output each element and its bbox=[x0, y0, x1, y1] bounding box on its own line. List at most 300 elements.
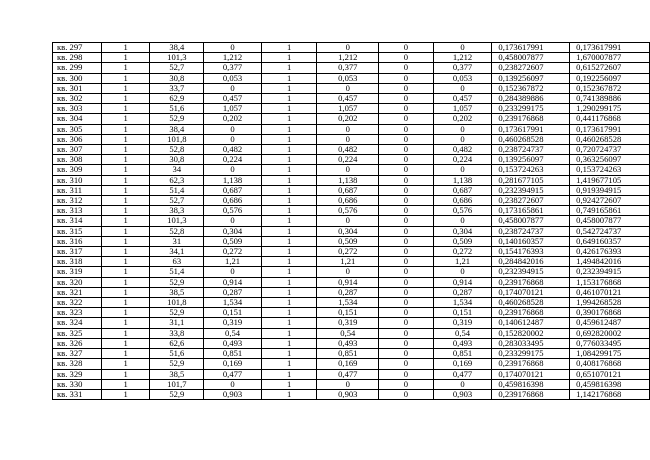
table-cell: 1 bbox=[261, 216, 317, 226]
table-cell: 1 bbox=[261, 206, 317, 216]
table-cell: 0,232394915 bbox=[492, 267, 570, 277]
table-cell: 101,8 bbox=[150, 134, 204, 144]
table-cell: 62,9 bbox=[150, 94, 204, 104]
apartment-label-cell: кв. 311 bbox=[53, 185, 102, 195]
table-cell: 1 bbox=[261, 359, 317, 369]
table-cell: 0,304 bbox=[433, 226, 492, 236]
table-cell: 0 bbox=[433, 134, 492, 144]
table-cell: 0,153724263 bbox=[570, 165, 650, 175]
apartment-label-cell: кв. 303 bbox=[53, 104, 102, 114]
table-cell: 0,304 bbox=[204, 226, 262, 236]
table-cell: 1 bbox=[261, 114, 317, 124]
table-cell: 62,3 bbox=[150, 175, 204, 185]
table-cell: 0 bbox=[204, 83, 262, 93]
table-cell: 0,477 bbox=[433, 369, 492, 379]
table-cell: 0,903 bbox=[433, 389, 492, 399]
table-cell: 1 bbox=[101, 216, 150, 226]
table-cell: 1 bbox=[261, 379, 317, 389]
table-cell: 0,173165861 bbox=[492, 206, 570, 216]
table-cell: 1 bbox=[101, 257, 150, 267]
table-cell: 0,851 bbox=[317, 349, 379, 359]
table-row bbox=[53, 83, 650, 93]
table-cell: 0 bbox=[379, 287, 434, 297]
table-cell: 1,21 bbox=[317, 257, 379, 267]
table-cell: 0,686 bbox=[433, 196, 492, 206]
table-cell: 0,458007877 bbox=[570, 216, 650, 226]
table-cell: 0,238724737 bbox=[492, 226, 570, 236]
table-row bbox=[53, 165, 650, 175]
table-row bbox=[53, 206, 650, 216]
table-cell: 0 bbox=[379, 338, 434, 348]
table-cell: 0,238272607 bbox=[492, 63, 570, 73]
table-cell: 0,461070121 bbox=[570, 287, 650, 297]
table-cell: 0,239176868 bbox=[492, 114, 570, 124]
table-row bbox=[53, 145, 650, 155]
table-cell: 31,1 bbox=[150, 318, 204, 328]
table-cell: 0 bbox=[379, 196, 434, 206]
table-cell: 0,140612487 bbox=[492, 318, 570, 328]
table-cell: 0,174070121 bbox=[492, 287, 570, 297]
table-cell: 0,233299175 bbox=[492, 349, 570, 359]
table-cell: 0,408176868 bbox=[570, 359, 650, 369]
table-cell: 1,494842016 bbox=[570, 257, 650, 267]
table-cell: 0,914 bbox=[433, 277, 492, 287]
table-cell: 0,651070121 bbox=[570, 369, 650, 379]
table-cell: 1,142176868 bbox=[570, 389, 650, 399]
table-cell: 52,9 bbox=[150, 359, 204, 369]
table-cell: 0,053 bbox=[433, 73, 492, 83]
table-cell: 1,057 bbox=[433, 104, 492, 114]
table-cell: 0 bbox=[379, 134, 434, 144]
table-cell: 52,8 bbox=[150, 226, 204, 236]
table-cell: 0 bbox=[204, 379, 262, 389]
table-row bbox=[53, 114, 650, 124]
table-cell: 1 bbox=[101, 134, 150, 144]
table-cell: 0,903 bbox=[317, 389, 379, 399]
table-cell: 51,4 bbox=[150, 185, 204, 195]
table-cell: 0 bbox=[379, 226, 434, 236]
table-cell: 1 bbox=[261, 257, 317, 267]
table-cell: 0 bbox=[379, 318, 434, 328]
table-cell: 52,9 bbox=[150, 389, 204, 399]
table-cell: 0,169 bbox=[204, 359, 262, 369]
table-cell: 0 bbox=[317, 124, 379, 134]
table-cell: 0,224 bbox=[204, 155, 262, 165]
table-cell: 1,138 bbox=[317, 175, 379, 185]
table-cell: 1 bbox=[101, 73, 150, 83]
table-cell: 0,319 bbox=[317, 318, 379, 328]
table-cell: 31 bbox=[150, 236, 204, 246]
table-cell: 1 bbox=[261, 236, 317, 246]
table-cell: 1 bbox=[261, 53, 317, 63]
table-row bbox=[53, 369, 650, 379]
table-row bbox=[53, 267, 650, 277]
table-cell: 1 bbox=[261, 349, 317, 359]
table-cell: 0,173617991 bbox=[570, 124, 650, 134]
table-cell: 1 bbox=[101, 379, 150, 389]
table-cell: 0,457 bbox=[433, 94, 492, 104]
apartment-label-cell: кв. 301 bbox=[53, 83, 102, 93]
table-row bbox=[53, 175, 650, 185]
table-cell: 0 bbox=[317, 83, 379, 93]
apartment-label-cell: кв. 314 bbox=[53, 216, 102, 226]
table-row bbox=[53, 349, 650, 359]
table-cell: 0,509 bbox=[433, 236, 492, 246]
table-row bbox=[53, 359, 650, 369]
apartment-label-cell: кв. 318 bbox=[53, 257, 102, 267]
table-cell: 0,54 bbox=[317, 328, 379, 338]
table-cell: 1 bbox=[101, 298, 150, 308]
table-cell: 1 bbox=[101, 63, 150, 73]
table-cell: 0 bbox=[379, 379, 434, 389]
apartment-label-cell: кв. 328 bbox=[53, 359, 102, 369]
table-row bbox=[53, 104, 650, 114]
table-cell: 101,8 bbox=[150, 298, 204, 308]
table-cell: 0,741389886 bbox=[570, 94, 650, 104]
table-cell: 0 bbox=[379, 349, 434, 359]
table-cell: 0,173617991 bbox=[492, 43, 570, 53]
table-cell: 0,152367872 bbox=[492, 83, 570, 93]
table-cell: 1 bbox=[261, 389, 317, 399]
table-cell: 1,534 bbox=[204, 298, 262, 308]
table-cell: 0,232394915 bbox=[492, 185, 570, 195]
table-cell: 0,174070121 bbox=[492, 369, 570, 379]
table-cell: 0,151 bbox=[433, 308, 492, 318]
table-cell: 0 bbox=[379, 389, 434, 399]
table-cell: 1,153176868 bbox=[570, 277, 650, 287]
table-cell: 0,192256097 bbox=[570, 73, 650, 83]
table-cell: 0 bbox=[204, 124, 262, 134]
table-cell: 1,994268528 bbox=[570, 298, 650, 308]
table-cell: 0 bbox=[317, 379, 379, 389]
table-cell: 0 bbox=[379, 155, 434, 165]
table-cell: 0 bbox=[379, 114, 434, 124]
table-cell: 0,139256097 bbox=[492, 155, 570, 165]
table-cell: 0,482 bbox=[204, 145, 262, 155]
table-cell: 1,670007877 bbox=[570, 53, 650, 63]
table-cell: 0,173617991 bbox=[492, 124, 570, 134]
table-cell: 0,169 bbox=[433, 359, 492, 369]
table-cell: 63 bbox=[150, 257, 204, 267]
table-cell: 0 bbox=[379, 267, 434, 277]
table-cell: 0,239176868 bbox=[492, 359, 570, 369]
table-cell: 1 bbox=[261, 63, 317, 73]
table-row bbox=[53, 63, 650, 73]
table-cell: 1,138 bbox=[433, 175, 492, 185]
table-cell: 0,363256097 bbox=[570, 155, 650, 165]
table-cell: 52,9 bbox=[150, 114, 204, 124]
table-row bbox=[53, 328, 650, 338]
table-row bbox=[53, 338, 650, 348]
table-cell: 0,460268528 bbox=[570, 134, 650, 144]
table-cell: 1 bbox=[261, 277, 317, 287]
table-cell: 0,851 bbox=[433, 349, 492, 359]
table-cell: 52,7 bbox=[150, 196, 204, 206]
apartment-label-cell: кв. 326 bbox=[53, 338, 102, 348]
table-cell: 0 bbox=[317, 165, 379, 175]
table-cell: 0 bbox=[379, 369, 434, 379]
apartment-label-cell: кв. 307 bbox=[53, 145, 102, 155]
table-cell: 0 bbox=[379, 247, 434, 257]
table-cell: 1 bbox=[261, 185, 317, 195]
table-cell: 0,459612487 bbox=[570, 318, 650, 328]
apartment-label-cell: кв. 300 bbox=[53, 73, 102, 83]
table-cell: 52,7 bbox=[150, 63, 204, 73]
apartment-label-cell: кв. 324 bbox=[53, 318, 102, 328]
table-cell: 0,272 bbox=[433, 247, 492, 257]
table-cell: 1 bbox=[261, 267, 317, 277]
table-cell: 0 bbox=[204, 165, 262, 175]
table-cell: 0,459816398 bbox=[570, 379, 650, 389]
apartment-label-cell: кв. 309 bbox=[53, 165, 102, 175]
table-row bbox=[53, 287, 650, 297]
table-cell: 0 bbox=[379, 73, 434, 83]
table-cell: 1 bbox=[101, 206, 150, 216]
table-cell: 1 bbox=[101, 277, 150, 287]
table-cell: 38,4 bbox=[150, 43, 204, 53]
apartment-label-cell: кв. 298 bbox=[53, 53, 102, 63]
table-cell: 0,441176868 bbox=[570, 114, 650, 124]
table-cell: 0,458007877 bbox=[492, 53, 570, 63]
table-cell: 0,153724263 bbox=[492, 165, 570, 175]
table-cell: 38,5 bbox=[150, 369, 204, 379]
table-cell: 0,202 bbox=[317, 114, 379, 124]
table-cell: 0,687 bbox=[317, 185, 379, 195]
table-cell: 1,21 bbox=[204, 257, 262, 267]
table-cell: 0,238272607 bbox=[492, 196, 570, 206]
table-cell: 1,21 bbox=[433, 257, 492, 267]
apartment-label-cell: кв. 325 bbox=[53, 328, 102, 338]
table-cell: 1 bbox=[261, 369, 317, 379]
apartment-label-cell: кв. 315 bbox=[53, 226, 102, 236]
table-cell: 52,9 bbox=[150, 277, 204, 287]
table-cell: 0,54 bbox=[433, 328, 492, 338]
table-cell: 0 bbox=[379, 53, 434, 63]
apartment-label-cell: кв. 302 bbox=[53, 94, 102, 104]
table-cell: 0,053 bbox=[317, 73, 379, 83]
apartment-label-cell: кв. 313 bbox=[53, 206, 102, 216]
table-cell: 0 bbox=[379, 216, 434, 226]
table-cell: 1 bbox=[261, 287, 317, 297]
table-cell: 0 bbox=[379, 359, 434, 369]
table-cell: 1 bbox=[101, 175, 150, 185]
table-cell: 38,4 bbox=[150, 124, 204, 134]
table-cell: 0,615272607 bbox=[570, 63, 650, 73]
table-cell: 1 bbox=[261, 94, 317, 104]
table-cell: 0,377 bbox=[433, 63, 492, 73]
table-cell: 0 bbox=[433, 165, 492, 175]
table-cell: 0 bbox=[204, 216, 262, 226]
table-cell: 1 bbox=[101, 104, 150, 114]
table-cell: 0,169 bbox=[317, 359, 379, 369]
table-cell: 1 bbox=[261, 308, 317, 318]
table-cell: 0,154176393 bbox=[492, 247, 570, 257]
table-cell: 0,924272607 bbox=[570, 196, 650, 206]
apartment-label-cell: кв. 297 bbox=[53, 43, 102, 53]
table-cell: 0 bbox=[379, 165, 434, 175]
table-cell: 1 bbox=[261, 298, 317, 308]
table-cell: 34 bbox=[150, 165, 204, 175]
table-cell: 0 bbox=[317, 216, 379, 226]
table-row bbox=[53, 53, 650, 63]
table-cell: 1 bbox=[261, 165, 317, 175]
table-cell: 0,914 bbox=[317, 277, 379, 287]
table-cell: 0,542724737 bbox=[570, 226, 650, 236]
table-cell: 0,460268528 bbox=[492, 134, 570, 144]
table-cell: 0,687 bbox=[433, 185, 492, 195]
table-cell: 0,272 bbox=[317, 247, 379, 257]
table-cell: 0,281677105 bbox=[492, 175, 570, 185]
table-cell: 0,224 bbox=[433, 155, 492, 165]
table-cell: 0,283033495 bbox=[492, 338, 570, 348]
table-cell: 0,287 bbox=[317, 287, 379, 297]
table-cell: 0,749165861 bbox=[570, 206, 650, 216]
table-cell: 1 bbox=[101, 185, 150, 195]
table-cell: 0,493 bbox=[317, 338, 379, 348]
table-cell: 0 bbox=[379, 257, 434, 267]
table-cell: 0,54 bbox=[204, 328, 262, 338]
table-row bbox=[53, 43, 650, 53]
table-row bbox=[53, 318, 650, 328]
table-cell: 0,173617991 bbox=[570, 43, 650, 53]
table-cell: 0,139256097 bbox=[492, 73, 570, 83]
table-cell: 0,482 bbox=[433, 145, 492, 155]
table-cell: 1,084299175 bbox=[570, 349, 650, 359]
table-cell: 0 bbox=[433, 83, 492, 93]
table-row bbox=[53, 308, 650, 318]
table-cell: 0 bbox=[317, 267, 379, 277]
table-cell: 0,460268528 bbox=[492, 298, 570, 308]
table-cell: 1 bbox=[261, 155, 317, 165]
table-cell: 0,053 bbox=[204, 73, 262, 83]
table-cell: 0,692820002 bbox=[570, 328, 650, 338]
table-cell: 0 bbox=[379, 277, 434, 287]
table-cell: 0 bbox=[379, 43, 434, 53]
table-cell: 0,919394915 bbox=[570, 185, 650, 195]
table-cell: 0,493 bbox=[204, 338, 262, 348]
table-row bbox=[53, 389, 650, 399]
table-cell: 1 bbox=[101, 338, 150, 348]
table-row bbox=[53, 185, 650, 195]
table-cell: 0,152820002 bbox=[492, 328, 570, 338]
table-cell: 0,509 bbox=[317, 236, 379, 246]
table-cell: 0,319 bbox=[204, 318, 262, 328]
table-cell: 0,238724737 bbox=[492, 145, 570, 155]
table-cell: 30,8 bbox=[150, 73, 204, 83]
table-cell: 0,287 bbox=[433, 287, 492, 297]
table-cell: 0,493 bbox=[433, 338, 492, 348]
table-cell: 0,304 bbox=[317, 226, 379, 236]
table-cell: 1 bbox=[101, 196, 150, 206]
table-cell: 1 bbox=[101, 369, 150, 379]
apartment-label-cell: кв. 331 bbox=[53, 389, 102, 399]
table-cell: 1 bbox=[101, 247, 150, 257]
table-cell: 1 bbox=[101, 114, 150, 124]
table-cell: 33,8 bbox=[150, 328, 204, 338]
table-cell: 1 bbox=[261, 196, 317, 206]
table-cell: 1 bbox=[261, 73, 317, 83]
table-cell: 51,4 bbox=[150, 267, 204, 277]
table-cell: 101,3 bbox=[150, 216, 204, 226]
apartment-label-cell: кв. 320 bbox=[53, 277, 102, 287]
table-cell: 51,6 bbox=[150, 349, 204, 359]
table-cell: 34,1 bbox=[150, 247, 204, 257]
table-cell: 1,057 bbox=[317, 104, 379, 114]
apartment-data-table bbox=[52, 42, 650, 400]
table-row bbox=[53, 257, 650, 267]
table-cell: 1 bbox=[261, 247, 317, 257]
table-cell: 0,390176868 bbox=[570, 308, 650, 318]
table-row bbox=[53, 196, 650, 206]
table-cell: 1 bbox=[261, 226, 317, 236]
table-cell: 1 bbox=[101, 389, 150, 399]
table-cell: 0,458007877 bbox=[492, 216, 570, 226]
table-cell: 0 bbox=[379, 104, 434, 114]
table-cell: 0,152367872 bbox=[570, 83, 650, 93]
table-cell: 1 bbox=[101, 165, 150, 175]
apartment-label-cell: кв. 305 bbox=[53, 124, 102, 134]
apartment-label-cell: кв. 299 bbox=[53, 63, 102, 73]
table-cell: 1 bbox=[101, 145, 150, 155]
apartment-label-cell: кв. 330 bbox=[53, 379, 102, 389]
table-cell: 0,232394915 bbox=[570, 267, 650, 277]
table-cell: 62,6 bbox=[150, 338, 204, 348]
table-cell: 0 bbox=[379, 308, 434, 318]
table-row bbox=[53, 226, 650, 236]
apartment-label-cell: кв. 308 bbox=[53, 155, 102, 165]
table-row bbox=[53, 277, 650, 287]
table-cell: 1 bbox=[101, 236, 150, 246]
table-cell: 0,284389886 bbox=[492, 94, 570, 104]
table-cell: 0,482 bbox=[317, 145, 379, 155]
table-cell: 0,649160357 bbox=[570, 236, 650, 246]
table-cell: 0,720724737 bbox=[570, 145, 650, 155]
table-cell: 0 bbox=[379, 298, 434, 308]
apartment-label-cell: кв. 312 bbox=[53, 196, 102, 206]
table-cell: 0,457 bbox=[204, 94, 262, 104]
table-cell: 0,233299175 bbox=[492, 104, 570, 114]
table-cell: 1,212 bbox=[433, 53, 492, 63]
table-cell: 0 bbox=[379, 94, 434, 104]
table-cell: 0,914 bbox=[204, 277, 262, 287]
apartment-label-cell: кв. 327 bbox=[53, 349, 102, 359]
table-cell: 0 bbox=[379, 185, 434, 195]
table-cell: 0 bbox=[204, 43, 262, 53]
table-cell: 0,687 bbox=[204, 185, 262, 195]
table-cell: 0,477 bbox=[317, 369, 379, 379]
table-cell: 0,686 bbox=[317, 196, 379, 206]
table-cell: 51,6 bbox=[150, 104, 204, 114]
table-cell: 52,8 bbox=[150, 145, 204, 155]
table-cell: 0 bbox=[317, 134, 379, 144]
table-cell: 0,319 bbox=[433, 318, 492, 328]
table-row bbox=[53, 298, 650, 308]
table-cell: 1 bbox=[101, 359, 150, 369]
table-cell: 1,138 bbox=[204, 175, 262, 185]
table-cell: 0 bbox=[379, 83, 434, 93]
table-cell: 52,9 bbox=[150, 308, 204, 318]
table-cell: 1,290299175 bbox=[570, 104, 650, 114]
table-body bbox=[53, 43, 650, 400]
table-cell: 1 bbox=[101, 124, 150, 134]
table-cell: 0 bbox=[204, 134, 262, 144]
table-cell: 0 bbox=[379, 63, 434, 73]
table-cell: 0,903 bbox=[204, 389, 262, 399]
table-cell: 1 bbox=[101, 349, 150, 359]
table-cell: 1 bbox=[101, 83, 150, 93]
table-cell: 1 bbox=[261, 43, 317, 53]
table-cell: 1 bbox=[101, 287, 150, 297]
